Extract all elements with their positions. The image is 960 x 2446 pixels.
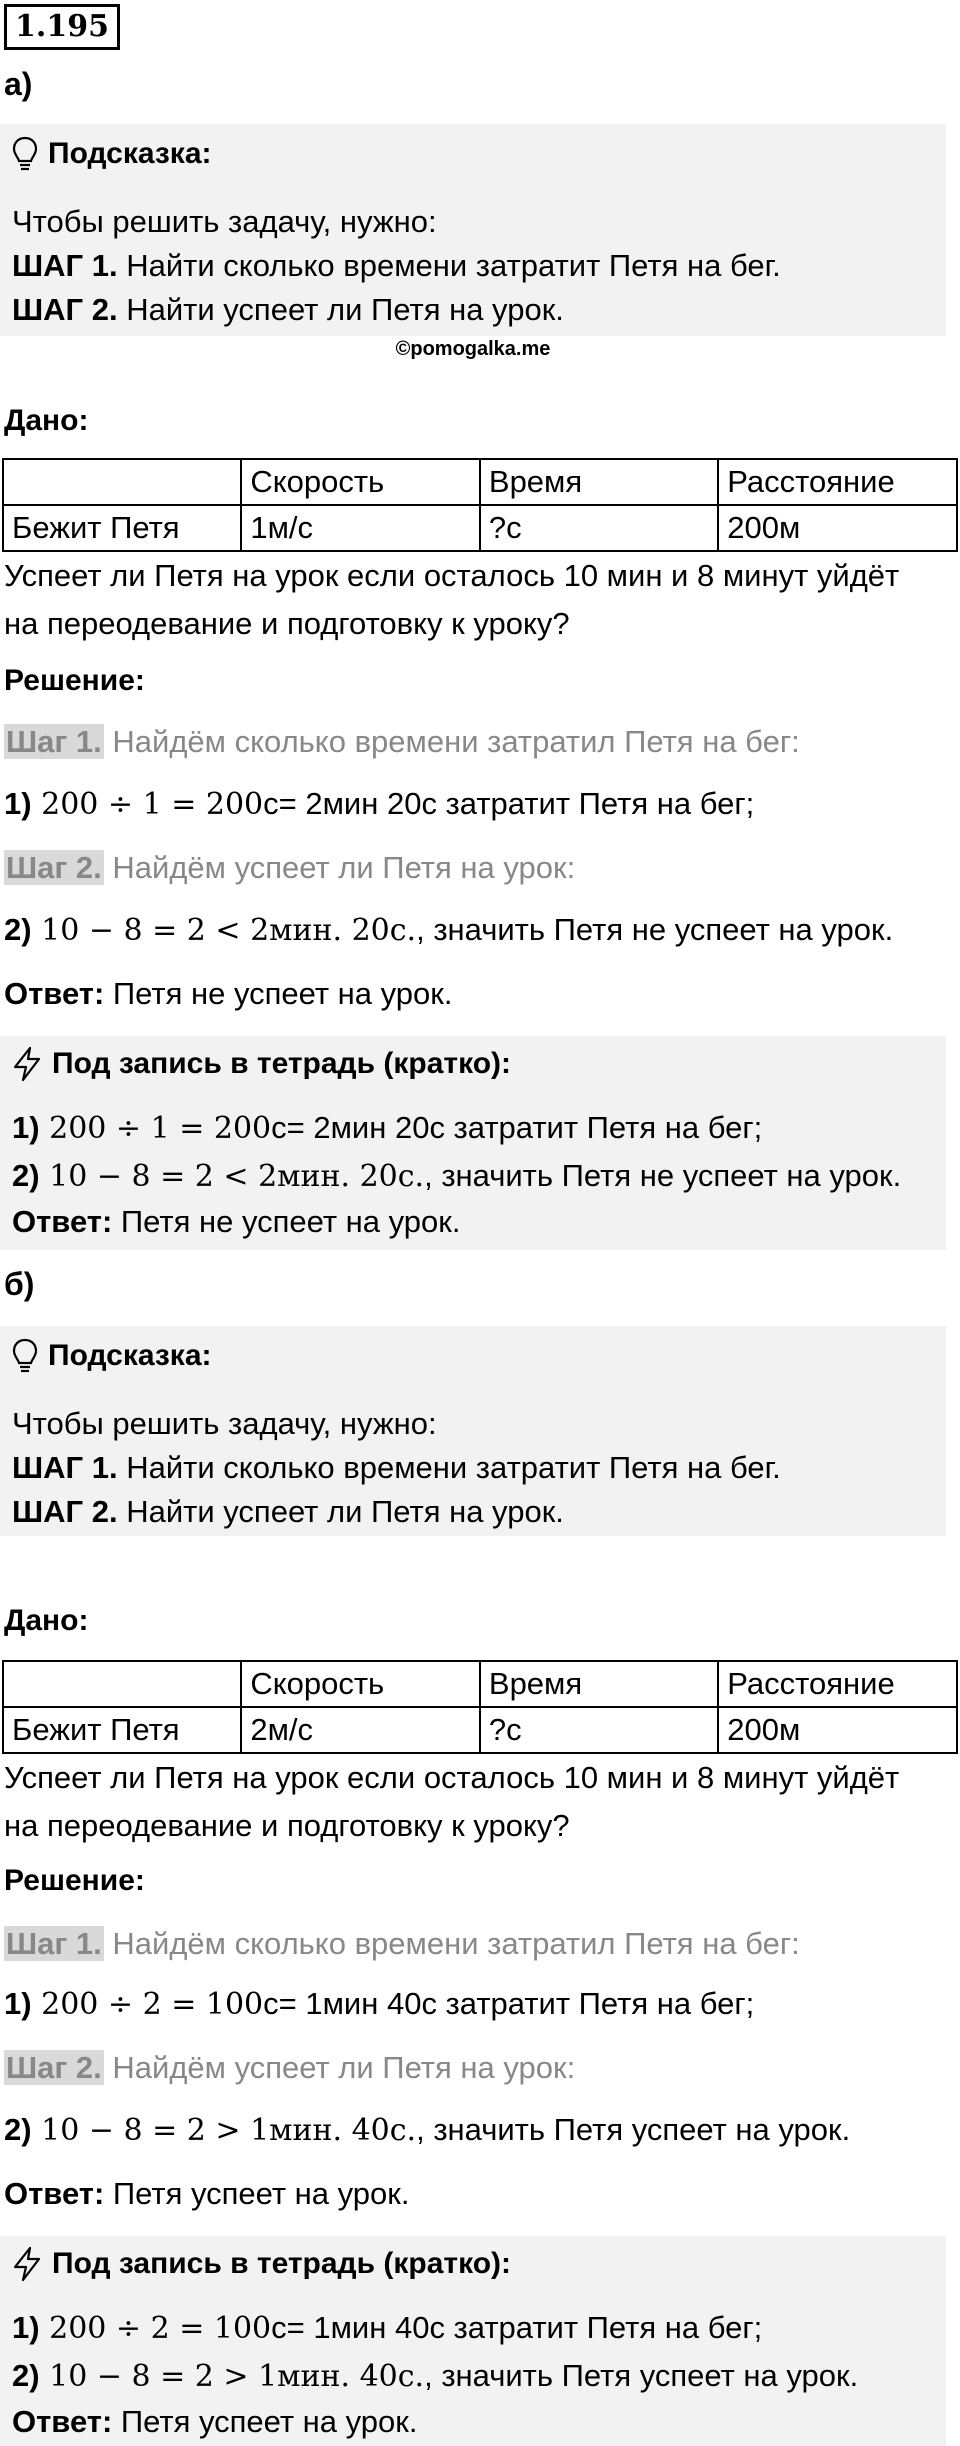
part-a-notebook-answer: Ответ: Петя не успеет на урок. [12,1204,461,1239]
part-a-solution-2: 2) 10 − 8 = 2 < 2мин. 20с., значить Петя не успеет на урок. [4,912,894,948]
part-a-hint-intro: Чтобы решить задачу, нужно: [12,204,437,239]
table-cell: Расстояние [718,1661,957,1707]
part-b-hint-step-1: ШАГ 1. Найти сколько времени затратит Петя на бег. [12,1450,781,1485]
table-cell: Расстояние [718,459,957,505]
table-cell: Время [480,459,718,505]
table-cell: 2м/с [241,1707,480,1753]
part-b-hint-title: Подсказка: [48,1339,212,1372]
part-b-notebook-title: Под запись в тетрадь (кратко): [52,2247,512,2280]
part-b-notebook-header [12,2246,511,2282]
part-b-given-label: Дано: [4,1604,89,1637]
part-b-hint-box [0,1326,946,1536]
table-cell [3,459,241,505]
part-a-question: Успеет ли Петя на урок если осталось 10 мин и 8 минут уйдёт на переодевание и подготовку к уроку? [4,558,900,641]
part-a-notebook-title: Под запись в тетрадь (кратко): [52,1047,512,1080]
lightning-icon [12,2246,42,2282]
part-a-hint-step-2: ШАГ 2. Найти успеет ли Петя на урок. [12,292,564,327]
table-row [3,1707,957,1753]
table-row [3,505,957,551]
part-a-hint-title: Подсказка: [48,137,212,170]
table-header-row [3,459,957,505]
part-b-notebook-line-1: 1) 200 ÷ 2 = 100с= 1мин 40с затратит Петя на бег; [12,2310,763,2346]
table-cell: Бежит Петя [3,505,241,551]
table-header-row [3,1661,957,1707]
table-cell: 1м/с [241,505,480,551]
table-cell: Скорость [241,459,480,505]
part-a-solution-1: 1) 200 ÷ 1 = 200с= 2мин 20с затратит Петя на бег; [4,786,755,822]
part-b-notebook-answer: Ответ: Петя успеет на урок. [12,2404,418,2439]
table-cell: 200м [718,505,957,551]
part-a-answer: Ответ: Петя не успеет на урок. [4,976,453,1011]
part-a-notebook-line-1: 1) 200 ÷ 1 = 200с= 2мин 20с затратит Петя на бег; [12,1110,763,1146]
part-a-step-1: Шаг 1. Найдём сколько времени затратил Петя на бег: [6,724,800,759]
part-b-answer: Ответ: Петя успеет на урок. [4,2176,410,2211]
table-cell: Скорость [241,1661,480,1707]
part-b-given-table [2,1660,958,1754]
watermark: ©pomogalka.me [395,338,551,360]
part-b-label: б) [4,1266,35,1302]
part-a-notebook-header [12,1046,511,1082]
table-cell: 200м [718,1707,957,1753]
part-b-question: Успеет ли Петя на урок если осталось 10 мин и 8 минут уйдёт на переодевание и подготовку к уроку? [4,1760,900,1843]
part-a-given-label: Дано: [4,404,89,437]
lightbulb-icon [12,136,38,172]
table-cell: ?с [480,505,718,551]
part-a-hint-header [12,136,212,172]
table-cell: ?с [480,1707,718,1753]
part-a-label: а) [4,66,33,102]
table-cell: Бежит Петя [3,1707,241,1753]
part-b-hint-step-2: ШАГ 2. Найти успеет ли Петя на урок. [12,1494,564,1529]
part-b-hint-header [12,1338,212,1374]
part-a-given-table [2,458,958,552]
part-b-notebook-box [0,2236,946,2446]
part-a-hint-box [0,124,946,336]
part-b-solution-2: 2) 10 − 8 = 2 > 1мин. 40с., значить Петя успеет на урок. [4,2112,851,2148]
part-b-notebook-line-2: 2) 10 − 8 = 2 > 1мин. 40с., значить Петя успеет на урок. [12,2358,859,2394]
part-b-hint-intro: Чтобы решить задачу, нужно: [12,1406,437,1441]
part-a-hint-step-1: ШАГ 1. Найти сколько времени затратит Петя на бег. [12,248,781,283]
part-b-step-1: Шаг 1. Найдём сколько времени затратил Петя на бег: [6,1926,800,1961]
table-cell [3,1661,241,1707]
part-a-solution-label: Решение: [4,664,145,697]
part-a-notebook-line-2: 2) 10 − 8 = 2 < 2мин. 20с., значить Петя не успеет на урок. [12,1158,902,1194]
part-b-step-2: Шаг 2. Найдём успеет ли Петя на урок: [6,2050,576,2085]
table-cell: Время [480,1661,718,1707]
lightbulb-icon [12,1338,38,1374]
part-b-solution-1: 1) 200 ÷ 2 = 100с= 1мин 40с затратит Петя на бег; [4,1986,755,2022]
part-b-solution-label: Решение: [4,1864,145,1897]
problem-number: 1.195 [4,4,120,50]
lightning-icon [12,1046,42,1082]
part-a-step-2: Шаг 2. Найдём успеет ли Петя на урок: [6,850,576,885]
part-a-notebook-box [0,1036,946,1250]
